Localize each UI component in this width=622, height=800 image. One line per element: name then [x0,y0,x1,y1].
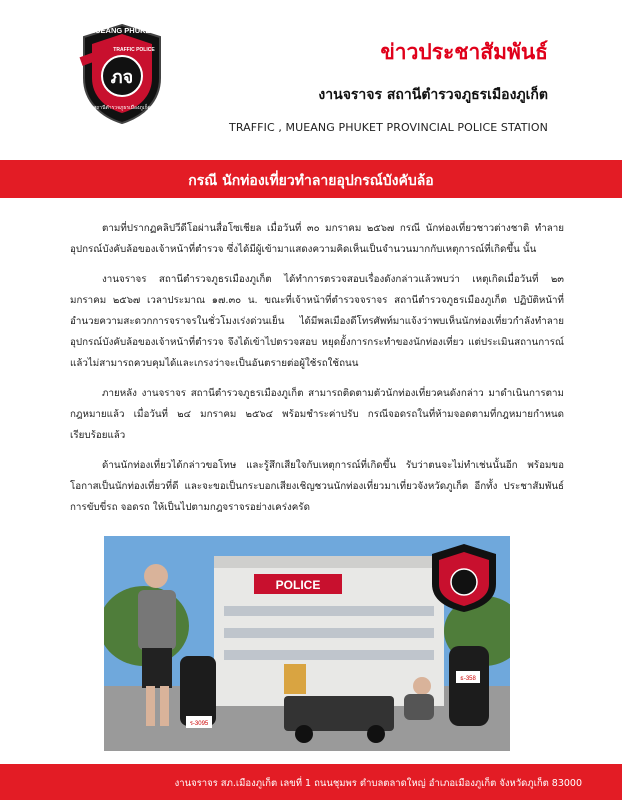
news-photo [104,536,510,751]
footer-address: งานจราจร สภ.เมืองภูเก็ต เลขที่ 1 ถนนชุมพร ตำบลตลาดใหญ่ อำเภอเมืองภูเก็ต จังหวัดภูเก็ต 83000 [174,778,582,789]
page-subtitle: งานจราจร สถานีตำรวจภูธรเมืองภูเก็ต [318,87,548,103]
logo-bottom-text: สถานีตำรวจภูธรเมืองภูเก็ต [93,105,151,111]
police-logo [74,22,170,126]
headline-banner [0,160,622,198]
paragraph-1: ตามที่ปรากฏคลิปวีดีโอผ่านสื่อโซเชียล เมื่อวันที่ ๓๐ มกราคม ๒๕๖๗ กรณี นักท่องเที่ยวชาวต่างชาติ ทำลายอุปกรณ์บังคับล้อของเจ้าหน้าที่ตำรวจ ซึ่งได้มีผู้เข้ามาแสดงความคิดเห็นเป็นจำนวนมากกับเหตุการณ์ที่เกิดขึ้น นั้น [70,223,564,255]
footer-bar [0,764,622,800]
building-sign-text: POLICE [275,578,321,592]
paragraph-2: งานจราจร สถานีตำรวจภูธรเมืองภูเก็ต ได้ทำการตรวจสอบเรื่องดังกล่าวแล้วพบว่า เหตุเกิดเมื่อวันที่ ๒๓ มกราคม ๒๕๖๗ เวลาประมาณ ๑๗.๓๐ น. ขณะที่เจ้าหน้าที่ตำรวจจราจร สถานีตำรวจภูธรเมืองภูเก็ต ปฏิบัติหน้าที่อำนวยความสะดวกการจราจรในชั่วโมงเร่งด่วนเย็น ได้มีพลเมืองดีโทรศัพท์มาแจ้งว่าพบเห็นนักท่องเที่ยวกำลังทำลายอุปกรณ์บังคับล้อของเจ้าหน้าที่ตำรวจ จึงได้เข้าไปตรวจสอบ หยุดยั้งการกระทำของนักท่องเที่ยว แต่ประเมินสถานการณ์แล้วไม่สามารถควบคุมได้และเกรงว่าจะเป็นอันตรายต่อผู้ใช้รถใช้ถนน [70,274,564,369]
paragraph-4: ด้านนักท่องเที่ยวได้กล่าวขอโทษ และรู้สึกเสียใจกับเหตุการณ์ที่เกิดขึ้น รับว่าตนจะไม่ทำเช่นนั้นอีก พร้อมขอโอกาสเป็นนักท่องเที่ยวที่ดี และจะขอเป็นกระบอกเสียงเชิญชวนนักท่องเที่ยวมาเที่ยวจังหวัดภูเก็ต อีกทั้ง ประชาสัมพันธ์การขับขี่รถ จอดรถ ให้เป็นไปตามกฎจราจรอย่างเคร่งครัด [70,460,564,513]
paragraph-3: ภายหลัง งานจราจร สถานีตำรวจภูธรเมืองภูเก็ต สามารถติดตามตัวนักท่องเที่ยวคนดังกล่าว มาดำเนินการตามกฎหมายแล้ว เมื่อวันที่ ๒๔ มกราคม ๒๕๖๔ พร้อมชำระค่าปรับ กรณีจอดรถในที่ห้ามจอดตามที่กฎหมายกำหนดเรียบร้อยแล้ว [70,388,564,441]
logo-ribbon-text: TRAFFIC POLICE [113,47,155,53]
plate-right: ธ-358 [460,676,476,682]
article-body [70,218,564,527]
page-title: ข่าวประชาสัมพันธ์ [380,40,548,64]
headline-text: กรณี นักท่องเที่ยวทำลายอุปกรณ์บังคับล้อ [188,173,434,189]
logo-center-text: ภจ [110,67,134,88]
plate-left: ร-3095 [189,721,209,727]
station-name-english: TRAFFIC , MUEANG PHUKET PROVINCIAL POLICE STATION [229,121,548,134]
photo-logo [432,544,496,612]
logo-top-text: MUEANG PHUKET [88,26,156,35]
